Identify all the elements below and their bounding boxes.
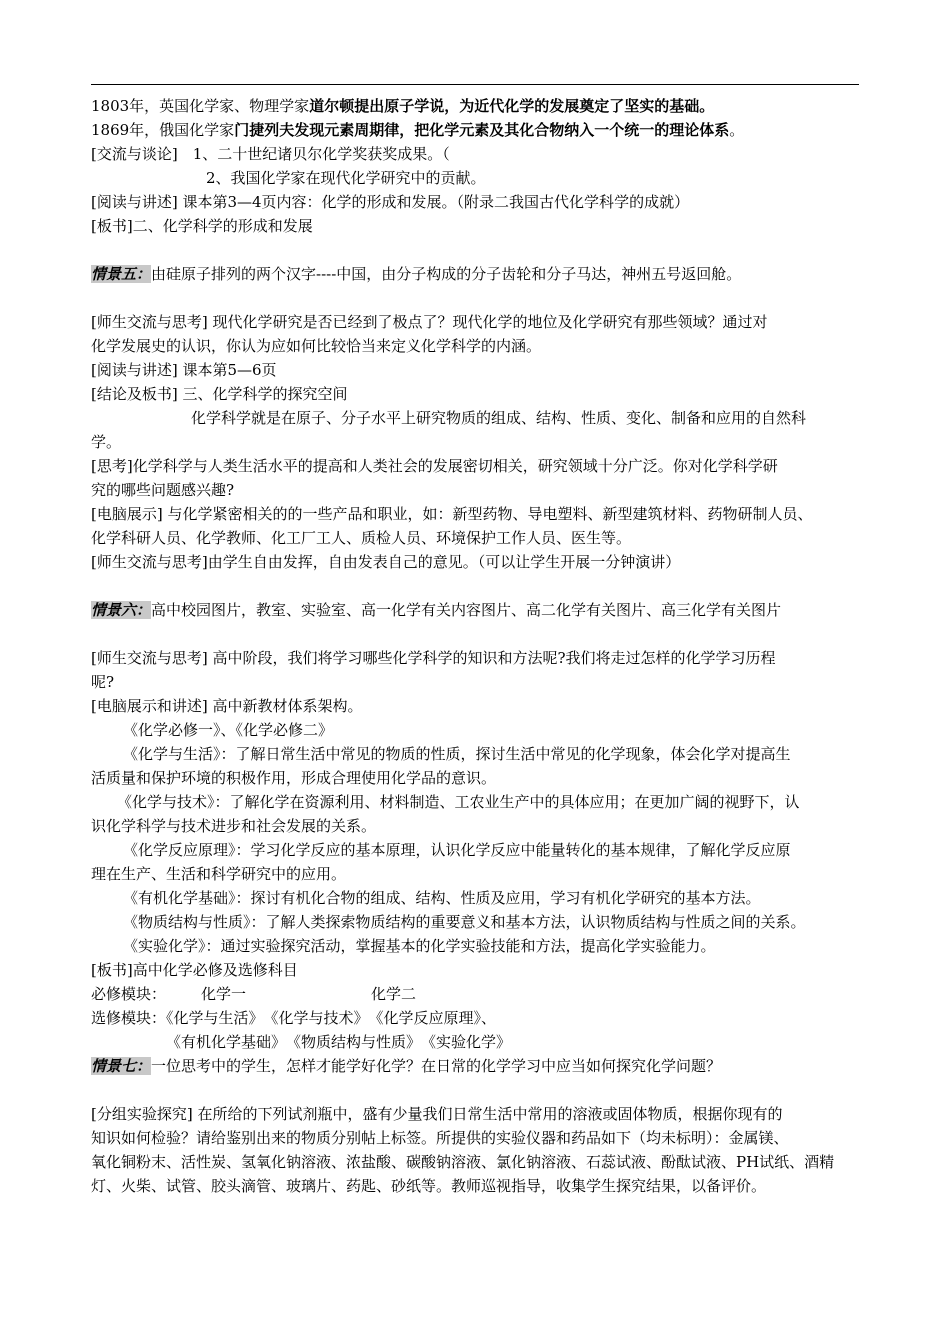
- scene-7: 情景七：一位思考中的学生，怎样才能学好化学？在日常的化学学习中应当如何探究化学问题？: [91, 1057, 722, 1075]
- required-books: 《化学必修一》、《化学必修二》: [123, 721, 334, 739]
- chem-reaction-line-2: 理在生产、生活和科学研究中的应用。: [91, 865, 347, 883]
- board-subjects: [板书]高中化学必修及选修科目: [91, 961, 298, 979]
- group-experiment-line-2: 知识如何检验？请给鉴别出来的物质分别帖上标签。所提供的实验仪器和药品如下（均未标明）：金属镁、: [91, 1129, 789, 1147]
- group-experiment-line-4: 灯、火柴、试管、胶头滴管、玻璃片、药匙、砂纸等。教师巡视指导，收集学生探究结果，以备评价。: [91, 1177, 767, 1195]
- chem-tech-line-1: 《化学与技术》：了解化学在资源利用、材料制造、工农业生产中的具体应用；在更加广阔的视野下，认: [117, 793, 800, 811]
- structure-line: 《物质结构与性质》：了解人类探索物质结构的重要意义和基本方法，认识物质结构与性质之间的关系。: [123, 913, 806, 931]
- computer-show-line-1: [电脑展示] 与化学紧密相关的的一些产品和职业，如：新型药物、导电塑料、新型建筑材料、药物研制人员、: [91, 505, 813, 523]
- document-body: [91, 94, 866, 1198]
- required-modules: 必修模块： 化学一 化学二: [91, 985, 417, 1003]
- elective-modules-line-2: 《有机化学基础》 《物质结构与性质》 《实验化学》: [166, 1033, 512, 1051]
- chem-life-line-2: 活质量和保护环境的积极作用，形成合理使用化学品的意识。: [91, 769, 497, 787]
- chem-tech-line-2: 识化学科学与技术进步和社会发展的关系。: [91, 817, 377, 835]
- definition-line-2: 学。: [91, 433, 122, 451]
- exchange-line-2: 化学发展史的认识，你认为应如何比较恰当来定义化学科学的内涵。: [91, 337, 542, 355]
- reading-line: [阅读与讲述] 课本第3—4页内容：化学的形成和发展。（附录二我国古代化学科学的成就）: [91, 193, 690, 211]
- organic-chem-line: 《有机化学基础》：探讨有机化合物的组成、结构、性质及应用，学习有机化学研究的基本方法。: [123, 889, 761, 907]
- chem-reaction-line-1: 《化学反应原理》：学习化学反应的基本原理，认识化学反应中能量转化的基本规律，了解化学反应原: [123, 841, 791, 859]
- think-line-2: 究的哪些问题感兴趣?: [91, 481, 235, 499]
- scene-5: 情景五：由硅原子排列的两个汉字----中国，由分子构成的分子齿轮和分子马达，神州五号返回舱。: [91, 265, 742, 283]
- board-heading-3: [结论及板书] 三、化学科学的探究空间: [91, 385, 348, 403]
- board-heading-2: [板书]二、化学科学的形成和发展: [91, 217, 313, 235]
- chem-life-line-1: 《化学与生活》：了解日常生活中常见的物质的性质，探讨生活中常见的化学现象，体会化学对提高生: [123, 745, 791, 763]
- group-experiment-line-3: 氧化铜粉末、活性炭、氢氧化钠溶液、浓盐酸、碳酸钠溶液、氯化钠溶液、石蕊试液、酚酞试液、PH试纸、酒精: [91, 1153, 835, 1171]
- discussion-line-1: [交流与谈论] 1、二十世纪诸贝尔化学奖获奖成果。（: [91, 145, 450, 163]
- exchange-highschool-line-1: [师生交流与思考] 高中阶段，我们将学习哪些化学科学的知识和方法呢?我们将走过怎样的化学学习历程: [91, 649, 776, 667]
- scene-6: 情景六：高中校园图片，教室、实验室、高一化学有关内容图片、高二化学有关图片、高三化学有关图片: [91, 601, 782, 619]
- computer-show-line-2: 化学科研人员、化学教师、化工厂工人、质检人员、环境保护工作人员、医生等。: [91, 529, 632, 547]
- definition-line-1: 化学科学就是在原子、分子水平上研究物质的组成、结构、性质、变化、制备和应用的自然科: [191, 409, 807, 427]
- experiment-chem-line: 《实验化学》：通过实验探究活动，掌握基本的化学实验技能和方法，提高化学实验能力。: [123, 937, 716, 955]
- exchange-line-1: [师生交流与思考] 现代化学研究是否已经到了极点了？现代化学的地位及化学研究有那些领域？通过对: [91, 313, 768, 331]
- header-rule: [91, 84, 859, 85]
- paragraph-mendeleev: 1869年，俄国化学家门捷列夫发现元素周期律，把化学元素及其化合物纳入一个统一的理论体系。: [91, 121, 745, 139]
- reading-line-2: [阅读与讲述] 课本第5—6页: [91, 361, 277, 379]
- group-experiment-line-1: [分组实验探究] 在所给的下列试剂瓶中，盛有少量我们日常生活中常用的溶液或固体物质，根据你现有的: [91, 1105, 783, 1123]
- elective-modules-line-1: 选修模块：《化学与生活》 《化学与技术》 《化学反应原理》、: [91, 1009, 497, 1027]
- exchange-free-line: [师生交流与思考]由学生自由发挥，自由发表自己的意见。（可以让学生开展一分钟演讲）: [91, 553, 681, 571]
- computer-show-textbook: [电脑展示和讲述] 高中新教材体系架构。: [91, 697, 363, 715]
- exchange-highschool-line-2: 呢?: [91, 673, 115, 691]
- paragraph-dalton: 1803年，英国化学家、物理学家道尔顿提出原子学说，为近代化学的发展奠定了坚实的基础。: [91, 97, 715, 115]
- discussion-line-2: 2、我国化学家在现代化学研究中的贡献。: [206, 169, 486, 187]
- think-line-1: [思考]化学科学与人类生活水平的提高和人类社会的发展密切相关，研究领域十分广泛。你对化学科学研: [91, 457, 778, 475]
